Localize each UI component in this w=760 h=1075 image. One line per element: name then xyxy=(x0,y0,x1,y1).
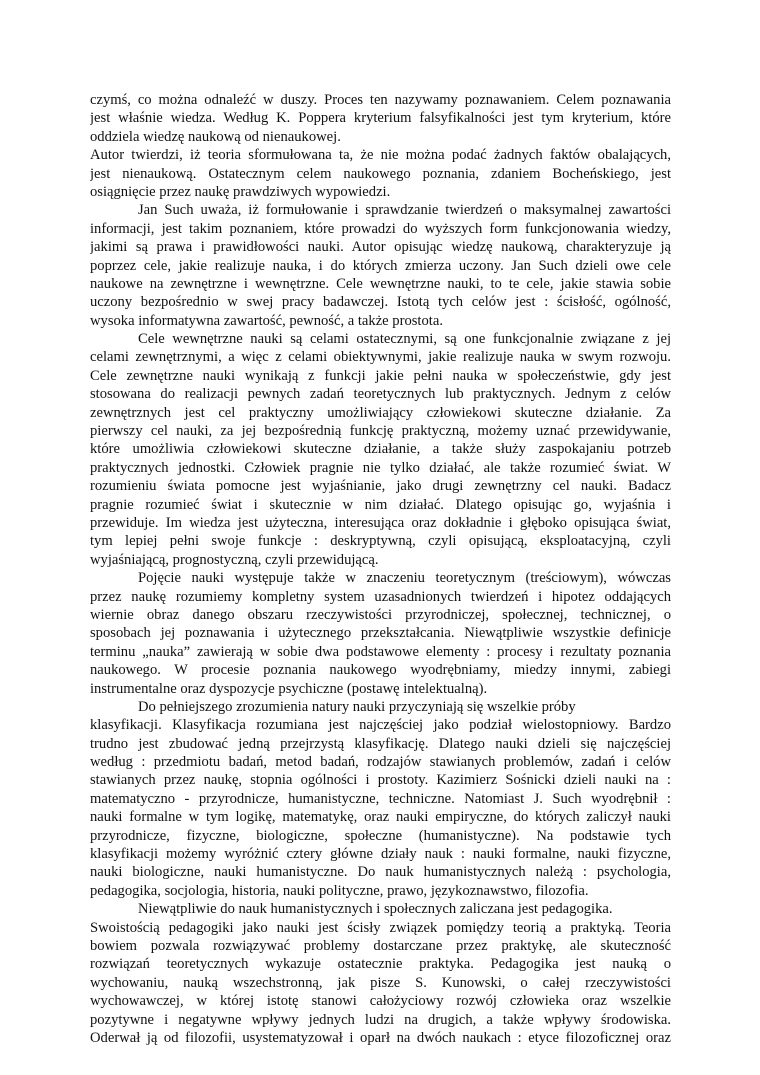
text-line: jakimi są prawa i prawidłowości nauki. Autor opisując wiedzę naukową, charakteryzuje ją xyxy=(90,239,671,256)
text-line: nauki formalne w tym logikę, matematykę, oraz nauki empiryczne, do których zaliczył nauki xyxy=(90,809,671,826)
text-line: Cele wewnętrzne nauki są celami ostatecznymi, są one funkcjonalnie związane z jej xyxy=(138,331,671,348)
text-line: wysoka informatywna zawartość, pewność, a także prostota. xyxy=(90,312,443,329)
text-line: Cele zewnętrzne nauki wynikają z funkcji jakie pełni nauka w społeczeństwie, gdy jest xyxy=(90,367,671,384)
text-line: Autor twierdzi, iż teoria sformułowana ta, że nie można podać żadnych faktów obalających, xyxy=(90,147,671,164)
text-line: tym lepiej pełni swoje funkcje : deskryptywną, czyli opisującą, eksploatacyjną, czyli xyxy=(90,533,671,550)
text-line: klasyfikacji. Klasyfikacja rozumiana jest najczęściej jako podział wielostopniowy. Bardzo xyxy=(90,717,671,734)
text-line: wychowaniu, nauką wszechstronną, jak pisze S. Kunowski, o całej rzeczywistości xyxy=(90,974,671,991)
text-line: czymś, co można odnaleźć w duszy. Proces ten nazywamy poznawaniem. Celem poznawania xyxy=(90,92,671,108)
text-line: Swoistością pedagogiki jako nauki jest ścisły związek pomiędzy teorią a praktyką. Teoria xyxy=(90,919,671,936)
text-line: Niewątpliwie do nauk humanistycznych i społecznych zaliczana jest pedagogika. xyxy=(138,901,613,918)
text-line: według : przedmiotu badań, metod badań, rodzajów stawianych problemów, zadań i celów xyxy=(90,754,671,771)
text-line: uczony bezpośrednio w swej pracy badawczej. Istotą tych celów jest : ścisłość, ogólność, xyxy=(90,294,671,311)
text-line: matematyczno - przyrodnicze, humanistyczne, techniczne. Natomiast J. Such wyodrębnił : xyxy=(90,790,671,807)
document-page xyxy=(90,91,671,1047)
text-line: przyrodnicze, fizyczne, biologiczne, społeczne (humanistyczne). Na podstawie tych xyxy=(90,827,671,844)
text-line: Do pełniejszego zrozumienia natury nauki przyczyniają się wszelkie próby xyxy=(138,698,576,715)
text-line: Jan Such uważa, iż formułowanie i sprawdzanie twierdzeń o maksymalnej zawartości xyxy=(138,202,671,219)
text-line: które umożliwia człowiekowi skuteczne działanie, a także służy zaspokajaniu potrzeb xyxy=(90,441,671,458)
text-line: nauki biologiczne, nauki humanistyczne. Do nauk humanistycznych należą : psychologia, xyxy=(90,864,671,881)
text-line: wiernie obraz danego obszaru rzeczywistości przyrodniczej, społecznej, technicznej, o xyxy=(90,606,671,623)
text-line: klasyfikacji możemy wyróżnić cztery główne działy nauk : nauki formalne, nauki fizyczne, xyxy=(90,846,671,863)
text-line: pierwszy cel nauki, za jej bezpośrednią funkcję praktyczną, możemy uznać przewidywanie, xyxy=(90,423,671,440)
text-line: Oderwał ją od filozofii, usystematyzował i oparł na dwóch naukach : etyce filozoficznej oraz xyxy=(90,1029,671,1046)
text-line: jest nienaukową. Ostatecznym celem naukowego poznania, zdaniem Bocheńskiego, jest xyxy=(90,165,671,182)
text-line: naukowe na zewnętrzne i wewnętrzne. Cele wewnętrzne nauki, to te cele, jakie stawia sobie xyxy=(90,275,671,292)
text-line: przewiduje. Im wiedza jest użyteczna, interesująca oraz dokładnie i głęboko opisująca świat, xyxy=(90,514,671,531)
text-line: bowiem pozwala rozwiązywać problemy dostarczane przez praktykę, ale skuteczność xyxy=(90,937,671,954)
text-line: instrumentalne oraz dyspozycje psychiczne (postawę intelektualną). xyxy=(90,680,488,697)
text-line: terminu „nauka” zawierają w sobie dwa podstawowe elementy : procesy i rezultaty poznania xyxy=(90,643,671,660)
text-line: stosowana do realizacji pewnych zadań teoretycznych lub praktycznych. Jednym z celów xyxy=(90,386,671,403)
text-line: pedagogika, socjologia, historia, nauki polityczne, prawo, językoznawstwo, filozofia. xyxy=(90,882,589,899)
text-line: oddziela wiedzę naukową od nienaukowej. xyxy=(90,128,341,145)
text-line: trudno jest zbudować jedną przejrzystą klasyfikację. Dlatego nauki dzieli się najczęściej xyxy=(90,735,671,752)
text-line: rozumieniu świata pomocne jest wyjaśnianie, jako drugi zewnętrzny cel nauki. Badacz xyxy=(90,478,671,495)
text-line: informacji, jest takim poznaniem, które prowadzi do wyższych form funkcjonowania wiedzy, xyxy=(90,220,671,237)
text-line: osiągnięcie przez naukę prawdziwych wypowiedzi. xyxy=(90,183,391,200)
text-line: jest właśnie wiedza. Według K. Poppera kryterium falsyfikalności jest tym kryterium, które xyxy=(90,110,671,127)
text-line: praktycznych jednostki. Człowiek pragnie nie tylko działać, ale także rozumieć świat. W xyxy=(90,459,671,476)
text-line: zewnętrznych jest cel praktyczny umożliwiający człowiekowi skuteczne działanie. Za xyxy=(90,404,671,421)
text-line: Pojęcie nauki występuje także w znaczeniu teoretycznym (treściowym), wówczas xyxy=(138,570,671,587)
text-line: rozwiązań teoretycznych wykazuje ostatecznie praktyka. Pedagogika jest nauką o xyxy=(90,956,671,973)
text-line: celami zewnętrznymi, a więc z celami obiektywnymi, jakie realizuje nauka w swym rozwoju. xyxy=(90,349,671,366)
text-line: stawianych przez naukę, stopnia ogólności i prostoty. Kazimierz Sośnicki dzieli nauki na : xyxy=(90,772,671,789)
text-line: pozytywne i negatywne wpływy jednych ludzi na drugich, a także wpływy środowiska. xyxy=(90,1011,671,1028)
text-line: przez naukę rozumiemy kompletny system uzasadnionych twierdzeń i hipotez oddających xyxy=(90,588,671,605)
text-line: pragnie rozumieć świat i skutecznie w nim działać. Dlatego opisując go, wyjaśnia i xyxy=(90,496,671,513)
text-line: wychowawczej, w której istotę stanowi całożyciowy rozwój człowieka oraz wszelkie xyxy=(90,993,671,1010)
text-line: wyjaśniającą, prognostyczną, czyli przewidującą. xyxy=(90,551,379,568)
text-line: poprzez cele, jakie realizuje nauka, i do których zmierza uczony. Jan Such dzieli owe cele xyxy=(90,257,671,274)
text-line: naukowego. W procesie poznania naukowego wyodrębniamy, miedzy innymi, zabiegi xyxy=(90,662,671,679)
text-line: sposobach jej poznawania i użytecznego przekształcania. Niewątpliwie wszystkie definicje xyxy=(90,625,671,642)
